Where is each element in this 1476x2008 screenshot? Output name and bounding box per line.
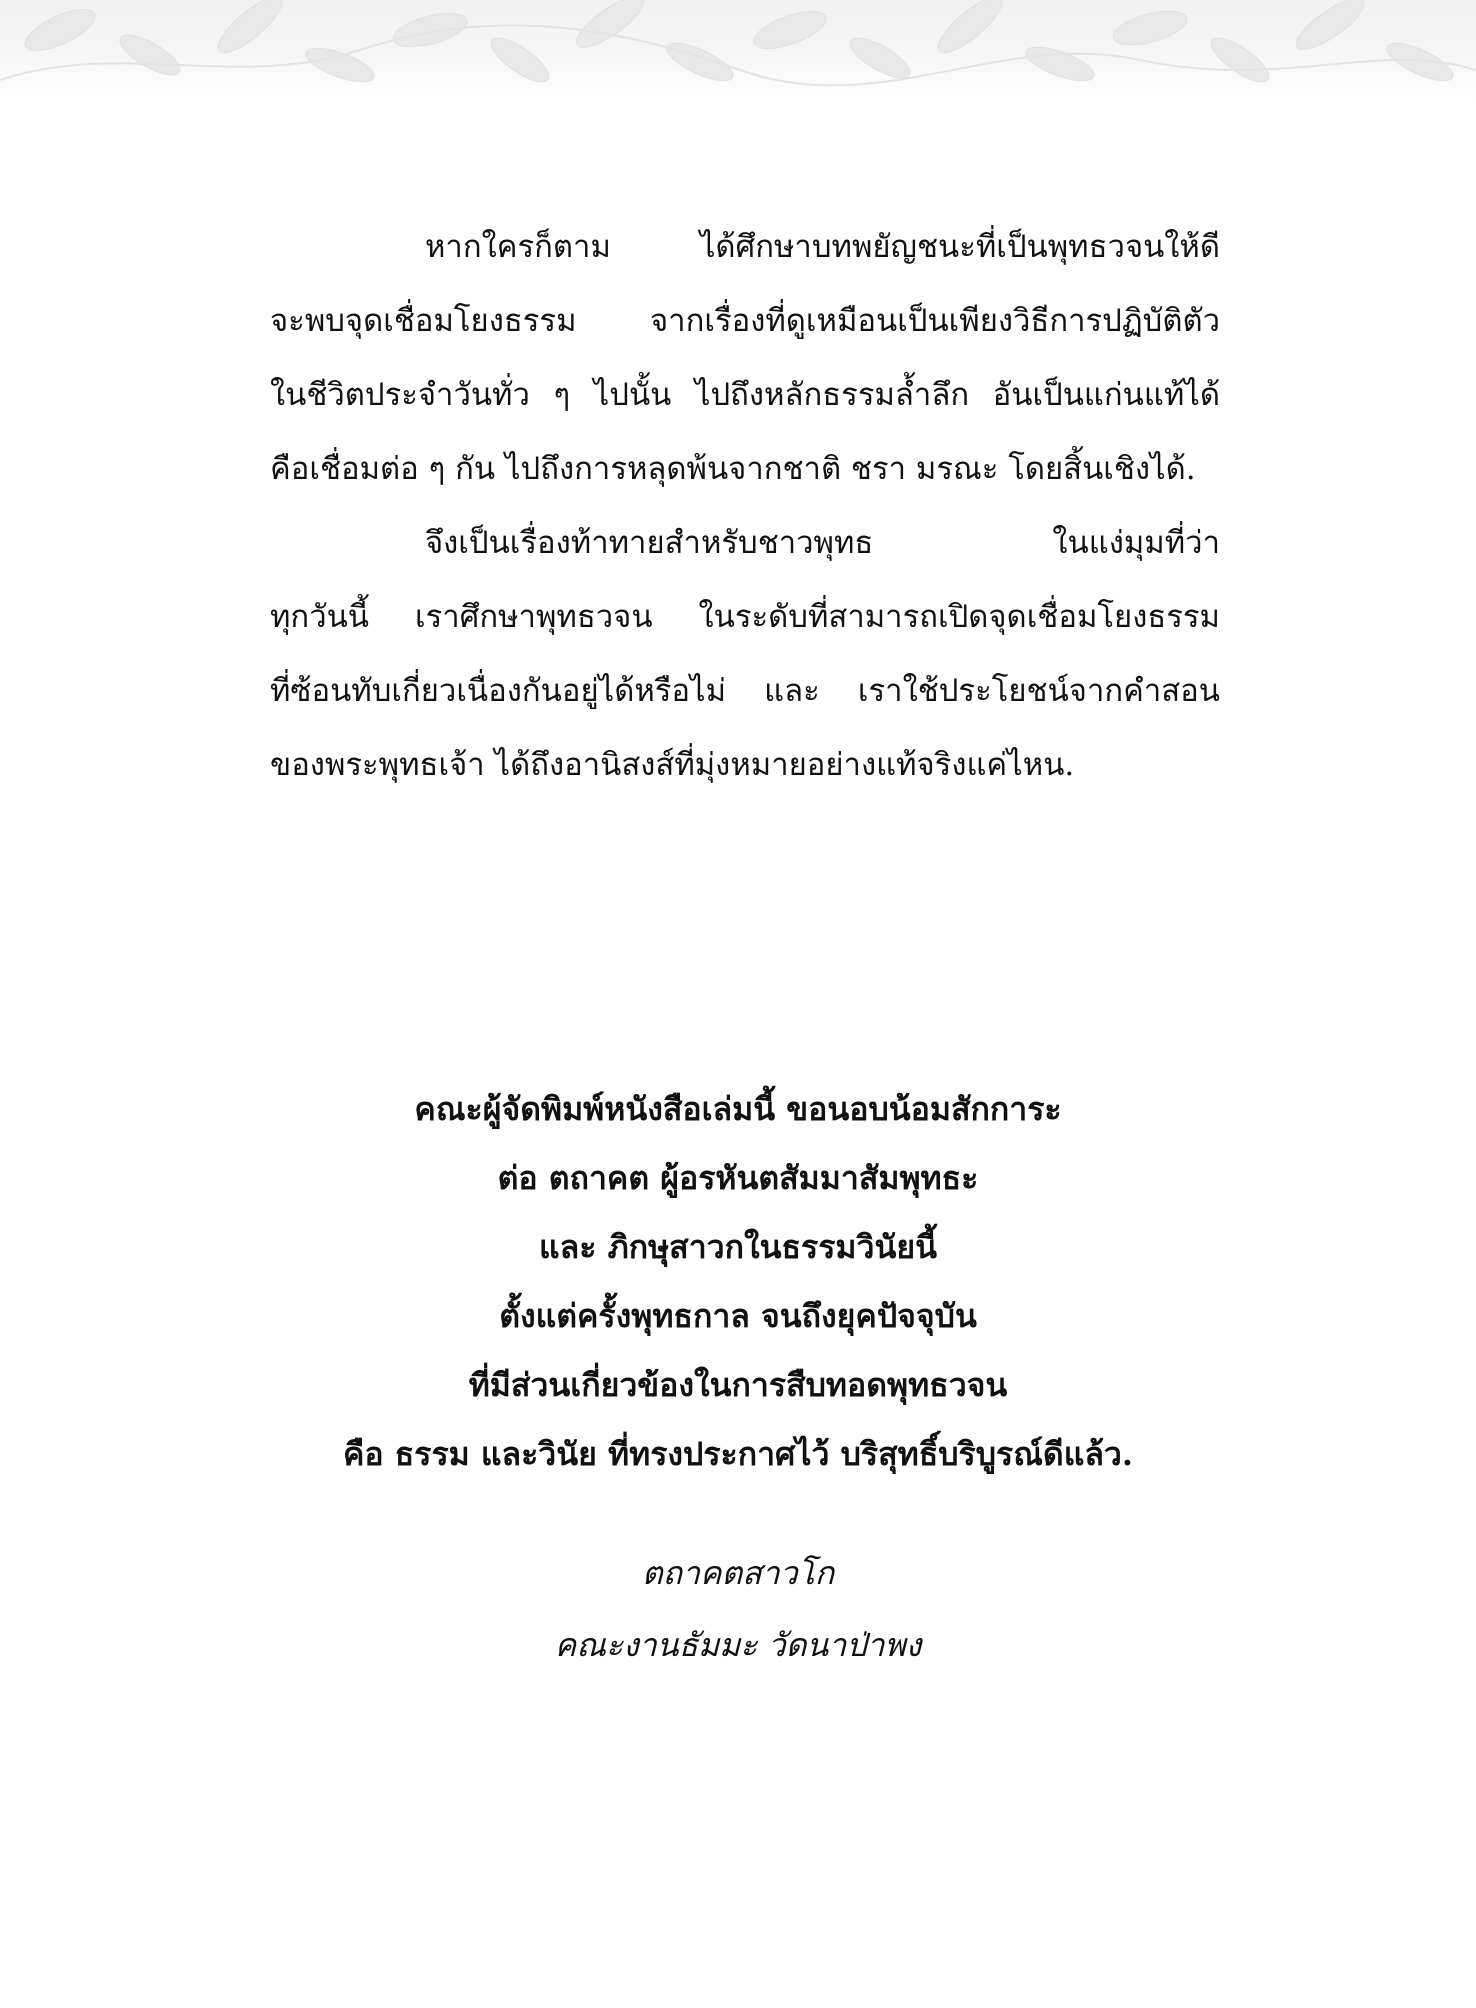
header-leaf-pattern bbox=[0, 0, 1476, 100]
dedication-line-4: ตั้งแต่ครั้งพุทธกาล จนถึงยุคปัจจุบัน bbox=[499, 1297, 977, 1335]
signature-line-1: ตถาคตสาวโก bbox=[641, 1554, 835, 1592]
leaf-pattern-graphic bbox=[0, 0, 1476, 100]
paragraph-2-line-2: ทุกวันนี้ เราศึกษาพุทธวจน ในระดับที่สามารถเปิดจุดเชื่อมโยงธรรม bbox=[270, 599, 1220, 635]
paragraph-1-line-1: หากใครก็ตาม ได้ศึกษาบทพยัญชนะที่เป็นพุทธวจนให้ดี bbox=[425, 229, 1220, 265]
paragraph-2-line-1: จึงเป็นเรื่องท้าทายสำหรับชาวพุทธ ในแง่มุมที่ว่า bbox=[425, 525, 1220, 561]
body-text bbox=[270, 210, 1220, 802]
dedication-line-3: และ ภิกษุสาวกในธรรมวินัยนี้ bbox=[539, 1228, 937, 1266]
dedication-line-2: ต่อ ตถาคต ผู้อรหันตสัมมาสัมพุทธะ bbox=[497, 1159, 979, 1197]
paragraph-2-line-4: ของพระพุทธเจ้า ได้ถึงอานิสงส์ที่มุ่งหมายอย่างแท้จริงแค่ไหน. bbox=[270, 747, 1075, 783]
dedication-line-1: คณะผู้จัดพิมพ์หนังสือเล่มนี้ ขอนอบน้อมสักการะ bbox=[414, 1090, 1062, 1128]
paragraph-1-line-4: คือเชื่อมต่อ ๆ กัน ไปถึงการหลุดพ้นจากชาติ ชรา มรณะ โดยสิ้นเชิงได้. bbox=[270, 451, 1196, 487]
paragraph-1-line-3: ในชีวิตประจำวันทั่ว ๆ ไปนั้น ไปถึงหลักธรรมล้ำลึก อันเป็นแก่นแท้ได้ bbox=[270, 377, 1220, 413]
dedication-block bbox=[0, 1075, 1476, 1489]
paragraph-1-line-2: จะพบจุดเชื่อมโยงธรรม จากเรื่องที่ดูเหมือนเป็นเพียงวิธีการปฏิบัติตัว bbox=[270, 303, 1220, 339]
dedication-line-5: ที่มีส่วนเกี่ยวข้องในการสืบทอดพุทธวจน bbox=[468, 1366, 1008, 1404]
paragraph-2-line-3: ที่ซ้อนทับเกี่ยวเนื่องกันอยู่ได้หรือไม่ และ เราใช้ประโยชน์จากคำสอน bbox=[270, 673, 1220, 709]
signature-block bbox=[0, 1537, 1476, 1681]
dedication-line-6: คือ ธรรม และวินัย ที่ทรงประกาศไว้ บริสุทธิ์บริบูรณ์ดีแล้ว. bbox=[342, 1435, 1134, 1473]
signature-line-2: คณะงานธัมมะ วัดนาป่าพง bbox=[554, 1626, 922, 1664]
